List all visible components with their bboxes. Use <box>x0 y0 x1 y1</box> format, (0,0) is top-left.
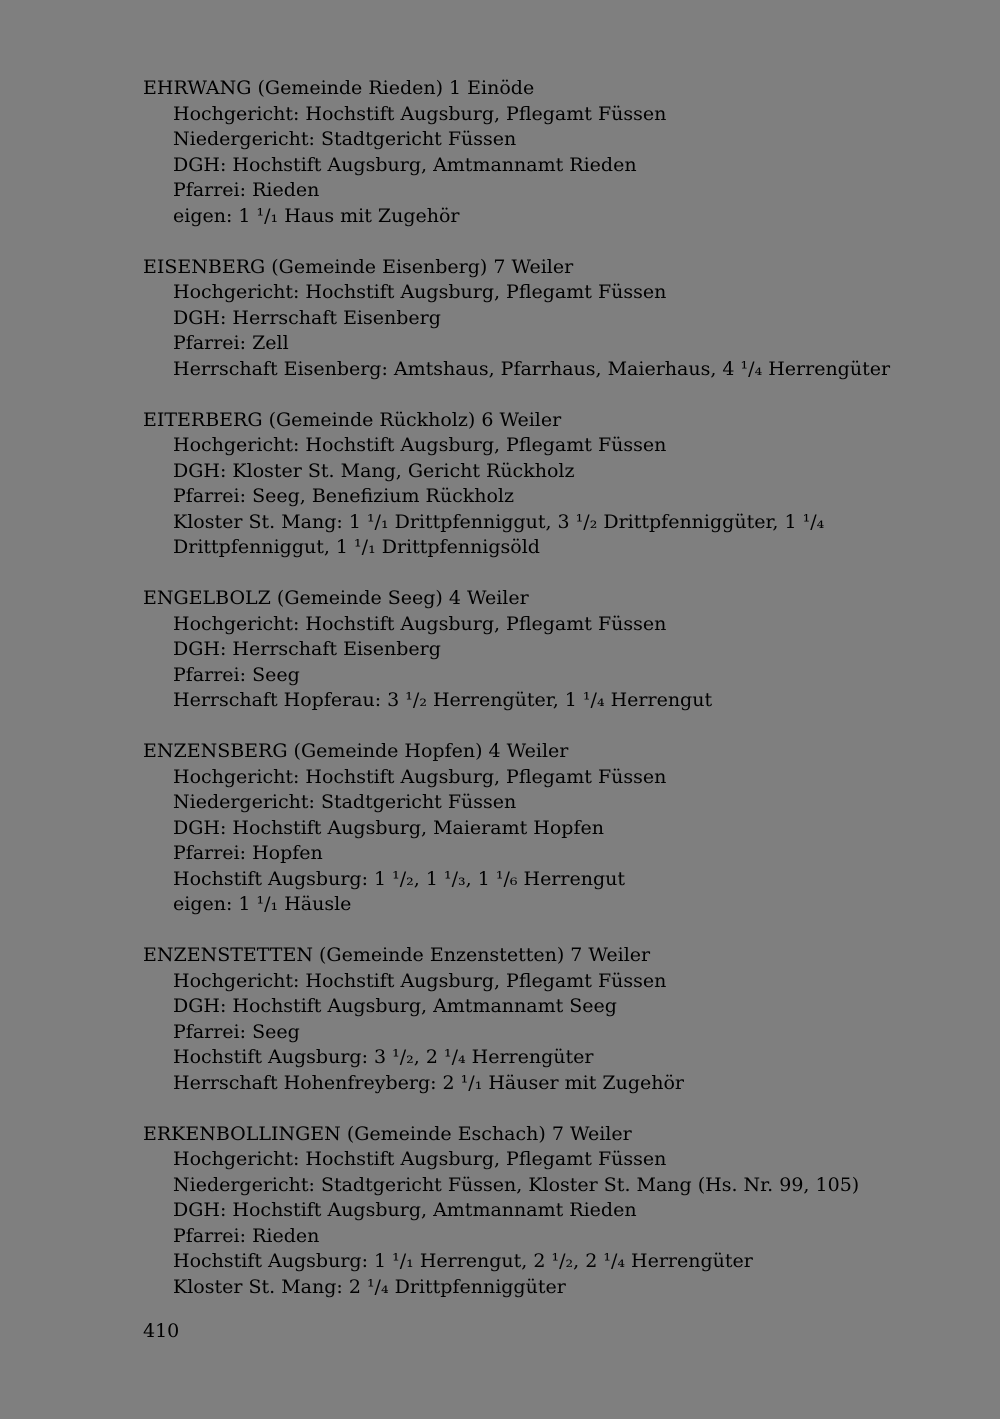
entry-line: DGH: Herrschaft Eisenberg <box>173 638 441 660</box>
entry-line: Hochgericht: Hochstift Augsburg, Pflegamt Füssen <box>173 102 667 125</box>
entry-line: Hochgericht: Hochstift Augsburg, Pflegamt Füssen <box>173 434 667 456</box>
entry-line: Pfarrei: Rieden <box>173 179 320 201</box>
entry-line: DGH: Hochstift Augsburg, Amtmannamt Rieden <box>173 153 637 176</box>
entry-heading: ENZENSBERG (Gemeinde Hopfen) 4 Weiler <box>143 740 569 762</box>
entry-line: Niedergericht: Stadtgericht Füssen <box>173 791 517 813</box>
entry-heading: EHRWANG (Gemeinde Rieden) 1 Einöde <box>143 77 535 99</box>
entry-erkenbollingen <box>143 1122 963 1301</box>
entry-line: Pfarrei: Seeg, Benefizium Rückholz <box>173 485 515 507</box>
entry-line: Drittpfenniggut, 1 ¹/₁ Drittpfennigsöld <box>173 536 540 558</box>
entry-engelbolz <box>143 586 963 714</box>
entry-line: Pfarrei: Rieden <box>173 1224 320 1247</box>
entry-heading: ENZENSTETTEN (Gemeinde Enzenstetten) 7 Weiler <box>143 944 651 966</box>
entry-heading: ENGELBOLZ (Gemeinde Seeg) 4 Weiler <box>143 587 529 609</box>
entry-line: Kloster St. Mang: 1 ¹/₁ Drittpfenniggut, 3 ¹/₂ Drittpfenniggüter, 1 ¹/₄ <box>173 510 825 533</box>
entry-line: Herrschaft Hohenfreyberg: 2 ¹/₁ Häuser mit Zugehör <box>173 1071 684 1094</box>
entry-heading: EISENBERG (Gemeinde Eisenberg) 7 Weiler <box>143 255 574 278</box>
entry-line: Hochgericht: Hochstift Augsburg, Pflegamt Füssen <box>173 765 667 788</box>
entry-line: Hochstift Augsburg: 1 ¹/₂, 1 ¹/₃, 1 ¹/₆ Herrengut <box>173 867 625 890</box>
entry-list <box>143 76 963 1326</box>
entry-eisenberg <box>143 255 963 383</box>
entry-enzensberg <box>143 739 963 918</box>
entry-enzenstetten <box>143 943 963 1096</box>
entry-heading: ERKENBOLLINGEN (Gemeinde Eschach) 7 Weiler <box>143 1122 632 1145</box>
entry-line: eigen: 1 ¹/₁ Haus mit Zugehör <box>173 204 460 227</box>
entry-line: DGH: Herrschaft Eisenberg <box>173 306 441 329</box>
entry-line: Pfarrei: Seeg <box>173 1020 300 1043</box>
entry-line: Hochgericht: Hochstift Augsburg, Pflegamt Füssen <box>173 612 667 635</box>
entry-line: Hochstift Augsburg: 3 ¹/₂, 2 ¹/₄ Herrengüter <box>173 1046 594 1068</box>
entry-heading: EITERBERG (Gemeinde Rückholz) 6 Weiler <box>143 408 562 431</box>
entry-line: Niedergericht: Stadtgericht Füssen <box>173 128 517 150</box>
entry-line: Pfarrei: Zell <box>173 332 289 354</box>
entry-line: Hochgericht: Hochstift Augsburg, Pflegamt Füssen <box>173 1148 667 1170</box>
entry-line: Niedergericht: Stadtgericht Füssen, Kloster St. Mang (Hs. Nr. 99, 105) <box>173 1173 860 1196</box>
entry-ehrwang <box>143 76 963 229</box>
entry-eiterberg <box>143 408 963 561</box>
entry-line: DGH: Kloster St. Mang, Gericht Rückholz <box>173 459 575 482</box>
entry-line: Hochgericht: Hochstift Augsburg, Pflegamt Füssen <box>173 969 667 992</box>
entry-line: DGH: Hochstift Augsburg, Amtmannamt Seeg <box>173 995 617 1017</box>
entry-line: Herrschaft Hopferau: 3 ¹/₂ Herrengüter, 1 ¹/₄ Herrengut <box>173 689 713 711</box>
entry-line: Pfarrei: Hopfen <box>173 842 323 864</box>
entry-line: DGH: Hochstift Augsburg, Amtmannamt Rieden <box>173 1199 637 1221</box>
page-number: 410 <box>143 1320 180 1342</box>
entry-line: Hochgericht: Hochstift Augsburg, Pflegamt Füssen <box>173 281 667 303</box>
entry-line: Hochstift Augsburg: 1 ¹/₁ Herrengut, 2 ¹/₂, 2 ¹/₄ Herrengüter <box>173 1250 753 1272</box>
entry-line: Herrschaft Eisenberg: Amtshaus, Pfarrhaus, Maierhaus, 4 ¹/₄ Herrengüter <box>173 357 891 380</box>
entry-line: Kloster St. Mang: 2 ¹/₄ Drittpfenniggüter <box>173 1275 566 1298</box>
entry-line: DGH: Hochstift Augsburg, Maieramt Hopfen <box>173 816 604 839</box>
entry-line: eigen: 1 ¹/₁ Häusle <box>173 893 352 915</box>
entry-line: Pfarrei: Seeg <box>173 663 300 686</box>
